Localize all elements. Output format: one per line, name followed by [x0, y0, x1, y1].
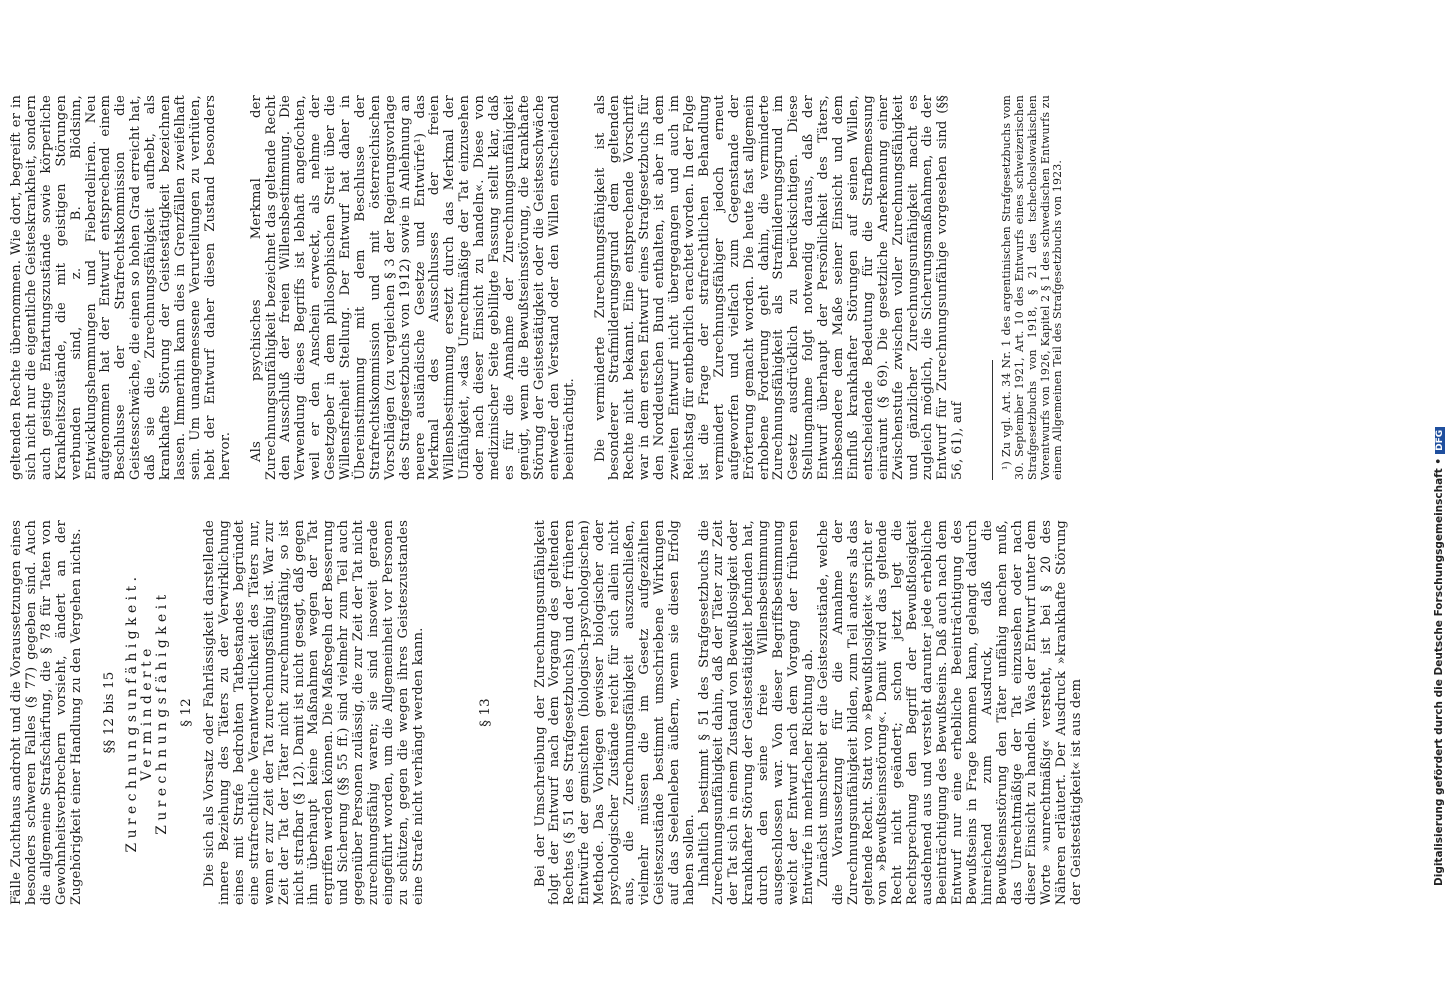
- paragraph-continued: geltenden Rechte übernommen. Wie dort, begreift er in sich nicht nur die eigentliche Geisteskrankheit, sondern auch geistige Entartungszustände sowie körperliche Krankheitszustände, die mit geistigen Störungen verbunden sind, z. B. Blödsinn, Entwicklungshemmungen und Fieberdelirien. Neu aufgenommen hat der Entwurf entsprechend einem Beschlusse der Strafrechtskommission die Geistesschwäche, die einen so hohen Grad erreicht hat, daß sie die Zurechnungsfähigkeit aufhebt, als krankhafte Störung der Geistestätigkeit bezeichnen lassen. Immerhin kann dies in Grenzfällen zweifelhaft sein. Um unangemessene Verurteilungen zu verhüten, hebt der Entwurf daher diesen Zustand besonders hervor.: [9, 95, 233, 480]
- paragraph-vermindert: Die verminderte Zurechnungsfähigkeit ist als besonderer Strafmilderungsgrund dem geltenden Rechte nicht bekannt. Eine entsprechende Vorschrift war in dem ersten Entwurf eines Strafgesetzbuchs für den Norddeutschen Bund enthalten, ist aber in dem zweiten Entwurf nicht übergegangen und auch im Reichstag für entbehrlich erachtet worden. In der Folge ist die Frage der strafrechtlichen Behandlung vermindert Zurechnungsfähiger jedoch erneut aufgeworfen und vielfach zum Gegenstande der Erörterung gemacht worden. Die heute fast allgemein erhobene Forderung geht dahin, die verminderte Zurechnungsfähigkeit als Strafmilderungsgrund im Gesetz ausdrücklich zu berücksichtigen. Diese Stellungnahme folgt notwendig daraus, daß der Entwurf überhaupt der Persönlichkeit des Täters, insbesondere dem Maße seiner Einsicht und dem Einfluß krankhafter Störungen auf seinen Willen, entscheidende Bedeutung für die Strafbemessung einräumt (§ 69). Die gesetzliche Anerkennung einer Zwischenstufe zwischen voller Zurechnungsfähigkeit und gänzlicher Zurechnungsunfähigkeit macht es zugleich möglich, die Sicherungsmaßnahmen, die der Entwurf für Zurechnungsunfähige vorgesehen sind (§§ 56, 61), auf: [592, 95, 966, 480]
- title-verminderte: Verminderte Zurechnungsfähigkeit: [139, 590, 171, 835]
- paragraph-s13-2: Inhaltlich bestimmt § 51 des Strafgesetzbuchs die Zurechnungsunfähigkeit dahin, daß der Täter zur Zeit der Tat sich in einem Zustand von Bewußtlosigkeit oder krankhafter Störung der Geistestätigkeit befunden hat, durch den seine freie Willensbestimmung ausgeschlossen war. Von dieser Begriffsbestimmung weicht der Entwurf nach dem Vorgang der früheren Entwürfe in mehrfacher Richtung ab.: [696, 520, 816, 905]
- credit-text: Digitalisierung gefördert durch die Deutsche Forschungsgemeinschaft •: [1433, 457, 1445, 886]
- footnote-rule: [992, 360, 993, 480]
- section-range-heading: §§ 12 bis 15: [101, 671, 117, 754]
- paragraph-s13-3: Zunächst umschreibt er die Geisteszustände, welche die Voraussetzung für die Annahme der Zurechnungsunfähigkeit bilden, zum Teil anders als das geltende Recht. Statt von »Bewußtlosigkeit« spricht er von »Bewußtseinsstörung«. Damit wird das geltende Recht nicht geändert; schon jetzt legt die Rechtsprechung den Begriff der Bewußtlosigkeit ausdehnend aus und versteht darunter jede erhebliche Beeinträchtigung des Bewußtseins. Daß auch nach dem Entwurf nur eine erhebliche Beeinträchtigung des Bewußtseins in Frage kommen kann, gelangt dadurch hinreichend zum Ausdruck, daß die Bewußtseinsstörung den Täter unfähig machen muß, das Unrechtmäßige der Tat einzusehen oder nach dieser Einsicht zu handeln. Was der Entwurf unter dem Worte »unrechtmäßig« versteht, ist bei § 20 des Näheren erläutert. Der Ausdruck »krankhafte Störung der Geistestätigkeit« ist aus dem: [815, 520, 1085, 905]
- section-12-heading: § 12: [179, 698, 195, 727]
- right-column: [10, 95, 1065, 480]
- paragraph-s13-1: Bei der Umschreibung der Zurechnungsunfähigkeit folgt der Entwurf nach dem Vorgang des geltenden Rechtes (§ 51 des Strafgesetzbuchs) und der früheren Entwürfe der gemischten (biologisch-psychologischen) Methode. Das Vorliegen gewisser biologischer oder psychologischer Zustände reicht für sich allein nicht aus, die Zurechnungsfähigkeit auszuschließen, vielmehr müssen die im Gesetz aufgezählten Geisteszustände bestimmt umschriebene Wirkungen auf das Seelenleben äußern, wenn sie diesen Erfolg haben sollen.: [532, 520, 697, 905]
- section-13-heading: § 13: [477, 698, 493, 727]
- footnote: ¹) Zu vgl. Art. 34 Nr. 1 des argentinischen Strafgesetzbuchs vom 30. September 1921, Art. 10 des Entwurfs eines schweizerischen Strafgesetzbuchs von 1918, § 21 des tschechoslowakischen Vorentwurfs von 1926, Kapitel 2 § 1 des schwedischen Entwurfs zu einem Allgemeinen Teil des Strafgesetzbuchs von 1923.: [1000, 95, 1065, 480]
- left-column: [10, 520, 1085, 905]
- digitization-credit: [1411, 10, 1445, 890]
- paragraph-psychisch: Als psychisches Merkmal der Zurechnungsunfähigkeit bezeichnet das geltende Recht den Ausschluß der freien Willensbestimmung. Die Verwendung dieses Begriffs ist lebhaft angefochten, weil er den Anschein erweckt, als nehme der Gesetzgeber in dem philosophischen Streit über die Willensfreiheit Stellung. Der Entwurf hat daher in Übereinstimmung mit dem Beschlusse der Strafrechtskommission und mit österreichischen Vorschlägen (zu vergleichen § 3 der Regierungsvorlage des Strafgesetzbuchs von 1912) sowie in Anlehnung an neuere ausländische Gesetze und Entwürfe¹) das Merkmal des Ausschlusses der freien Willensbestimmung ersetzt durch das Merkmal der Unfähigkeit, »das Unrechtmäßige der Tat einzusehen oder nach dieser Einsicht zu handeln«. Diese von medizinischer Seite gebilligte Fassung stellt klar, daß es für die Annahme der Zurechnungsunfähigkeit genügt, wenn die Bewußtseinsstörung, die krankhafte Störung der Geistestätigkeit oder die Geistesschwäche entweder den Verstand oder den Willen entscheidend beeinträchtigt.: [248, 95, 577, 480]
- dfg-logo: DFG: [1435, 427, 1445, 454]
- paragraph-s12: Die sich als Vorsatz oder Fahrlässigkeit darstellende innere Beziehung des Täters zu der Verwirklichung eines mit Strafe bedrohten Tatbestandes begründet eine strafrechtliche Verantwortlichkeit des Täters nur, wenn er zur Zeit der Tat zurechnungsfähig ist. War zur Zeit der Tat der Täter nicht zurechnungsfähig, so ist nicht strafbar (§ 12). Damit ist nicht gesagt, daß gegen ihn überhaupt keine Maßnahmen wegen der Tat ergriffen werden können. Die Maßregeln der Besserung und Sicherung (§§ 55 ff.) sind vielmehr zum Teil auch gegenüber Personen zulässig, die zur Zeit der Tat nicht zurechnungsfähig waren; sie sind insoweit gerade eingeführt worden, um die Allgemeinheit vor Personen zu schützen, gegen die wegen ihres Geisteszustandes eine Strafe nicht verhängt werden kann.: [202, 520, 426, 905]
- title-zurechnungsunfaehigkeit: Zurechnungsunfähigkeit.: [124, 572, 141, 853]
- rotated-page-content: [0, 75, 1085, 905]
- intro-paragraph: Fälle Zuchthaus androht und die Voraussetzungen eines besonders schweren Falles (§ 77) gegeben sind. Auch die allgemeine Strafschärfung, die § 78 für Taten von Gewohnheitsverbrechern vorsieht, ändert an der Zugehörigkeit einer Handlung zu den Vergehen nichts.: [9, 520, 84, 905]
